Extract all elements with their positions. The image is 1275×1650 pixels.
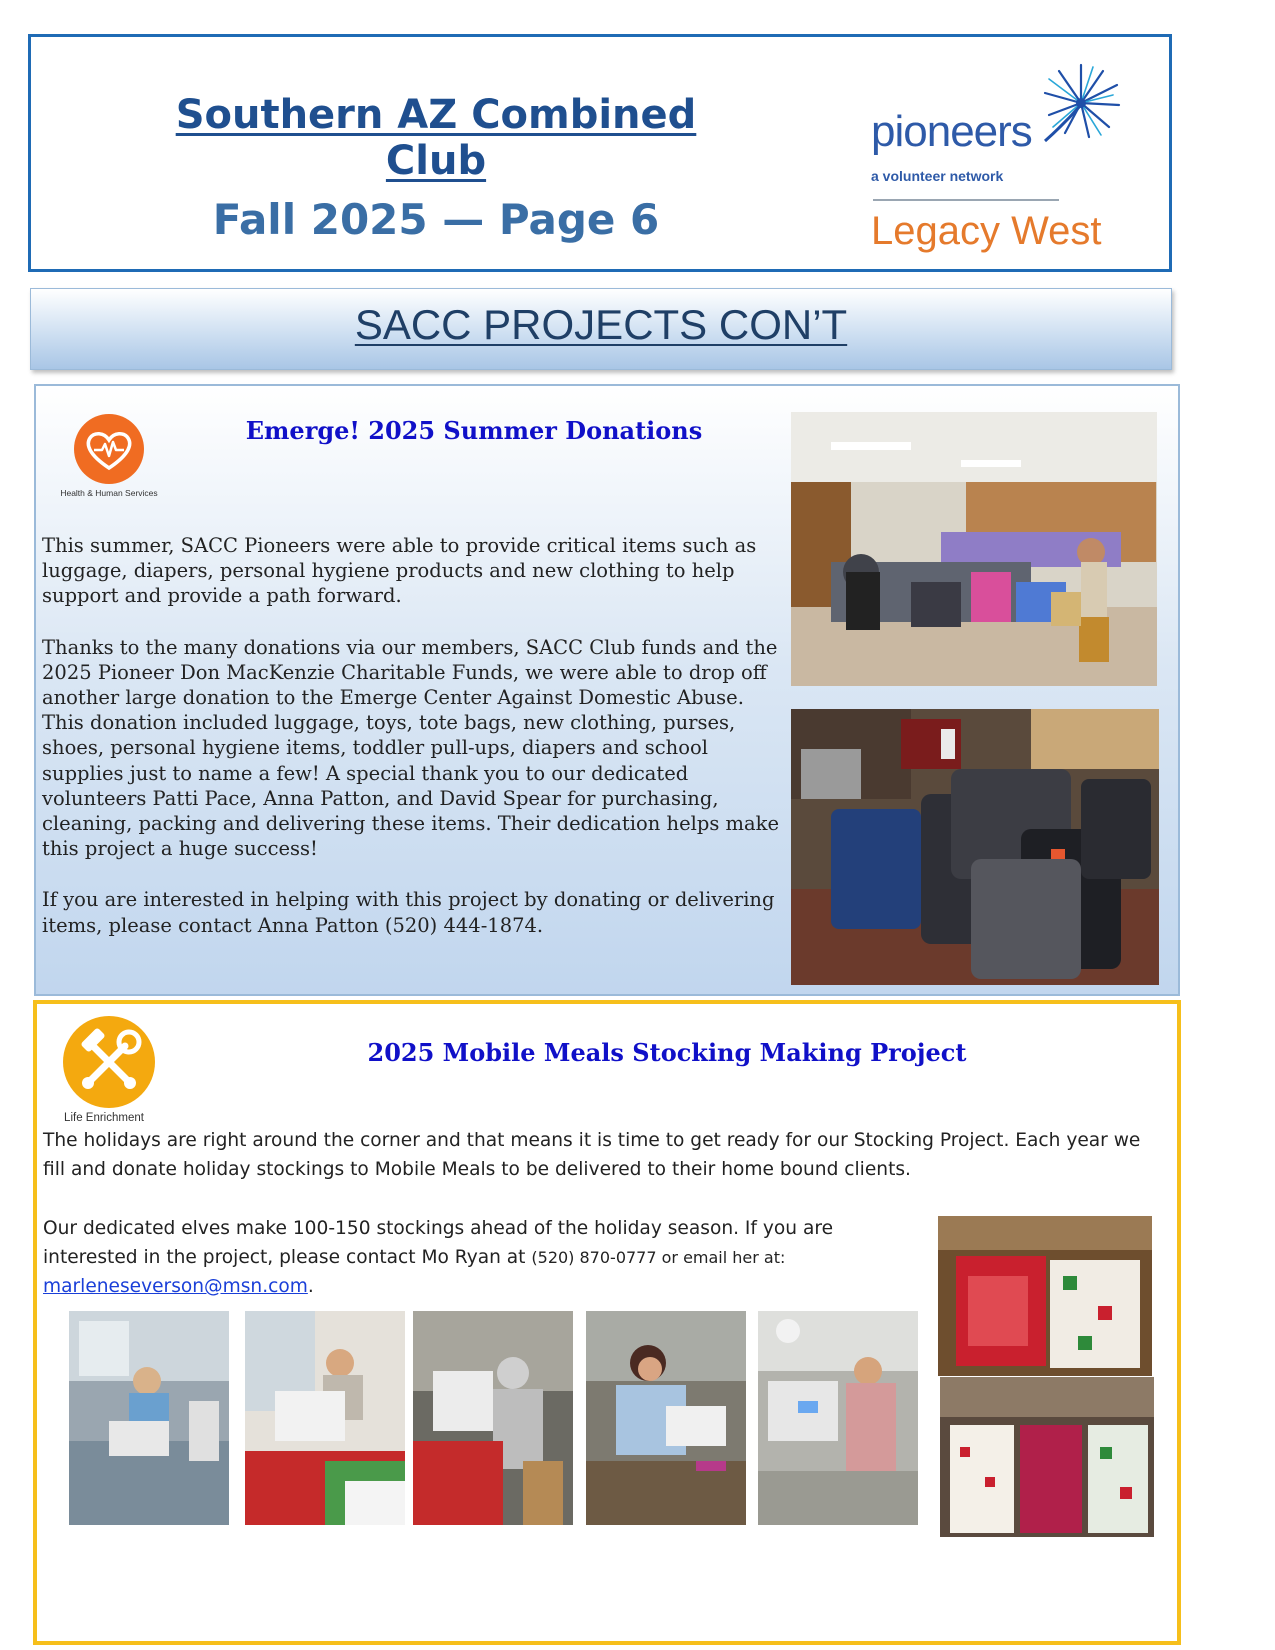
starburst-icon	[1041, 63, 1121, 143]
emerge-paragraph: This summer, SACC Pioneers were able to provide critical items such as luggage, diapers, personal hygiene products and new clothing to help support and provide a path forward.	[42, 534, 757, 608]
mobile-meals-section	[33, 1000, 1181, 1645]
logo-wordmark: pioneers	[871, 107, 1032, 156]
emerge-section	[34, 384, 1180, 996]
section-banner-title: SACC PROJECTS CON’T	[354, 301, 848, 348]
newsletter-header	[28, 34, 1172, 272]
life-enrichment-badge	[49, 1012, 159, 1122]
logo-legacy-west: Legacy West	[871, 209, 1102, 253]
life-enrichment-label: Life Enrichment	[64, 1112, 144, 1124]
contact-phone: (520) 870-0777 or email her at:	[531, 1248, 786, 1267]
club-title: Southern AZ Combined Club	[175, 92, 697, 184]
logo-divider	[873, 199, 1059, 201]
emerge-paragraph: If you are interested in helping with this project by donating or delivering items, please contact Anna Patton (520) 444-1874.	[42, 888, 775, 937]
emerge-body	[42, 533, 788, 938]
meals-paragraph: The holidays are right around the corner and that means it is time to get ready for our Stocking Project. Each year we fill and donate holiday stockings to Mobile Meals to be delivered to their home bound clients.	[43, 1130, 1141, 1180]
heart-pulse-icon	[74, 414, 144, 484]
logo-tagline: a volunteer network	[871, 168, 1004, 184]
health-human-services-label: Health & Human Services	[60, 488, 158, 498]
sewing-photo	[413, 1311, 573, 1525]
tools-icon	[63, 1016, 155, 1108]
health-human-services-badge	[58, 406, 160, 508]
donations-lobby-photo	[791, 412, 1157, 686]
sewing-photo	[758, 1311, 918, 1525]
contact-email-link[interactable]: marleneseverson@msn.com	[43, 1276, 308, 1297]
meals-contact-text: Our dedicated elves make 100-150 stockings ahead of the holiday season. If you are interested in the project, please contact Mo Ryan at	[43, 1218, 834, 1268]
stockings-photo	[940, 1377, 1154, 1537]
sewing-photo	[586, 1311, 746, 1525]
sewing-photo	[69, 1311, 229, 1525]
stockings-photo	[938, 1216, 1152, 1376]
issue-title: Fall 2025 — Page 6	[212, 195, 660, 244]
pioneers-logo	[859, 59, 1121, 253]
sewing-photo	[245, 1311, 405, 1525]
meals-heading: 2025 Mobile Meals Stocking Making Project	[367, 1038, 967, 1067]
emerge-heading: Emerge! 2025 Summer Donations	[245, 416, 703, 445]
meals-contact-paragraph: Our dedicated elves make 100-150 stockings ahead of the holiday season. If you are interested in the project, please contact Mo Ryan at (520) 870-0777 or email her at: marleneseverson@msn.com.	[43, 1218, 834, 1297]
section-banner	[30, 288, 1172, 370]
luggage-pile-photo	[791, 709, 1159, 985]
emerge-paragraph: Thanks to the many donations via our members, SACC Club funds and the 2025 Pioneer Don MacKenzie Charitable Funds, we were able to drop off another large donation to the Emerge Center Against Domestic Abuse. This donation included luggage, toys, tote bags, new clothing, purses, shoes, personal hygiene items, toddler pull-ups, diapers and school supplies just to name a few! A special thank you to our dedicated volunteers Patti Pace, Anna Patton, and David Spear for purchasing, cleaning, packing and delivering these items. Their dedication helps make this project a huge success!	[42, 635, 780, 861]
